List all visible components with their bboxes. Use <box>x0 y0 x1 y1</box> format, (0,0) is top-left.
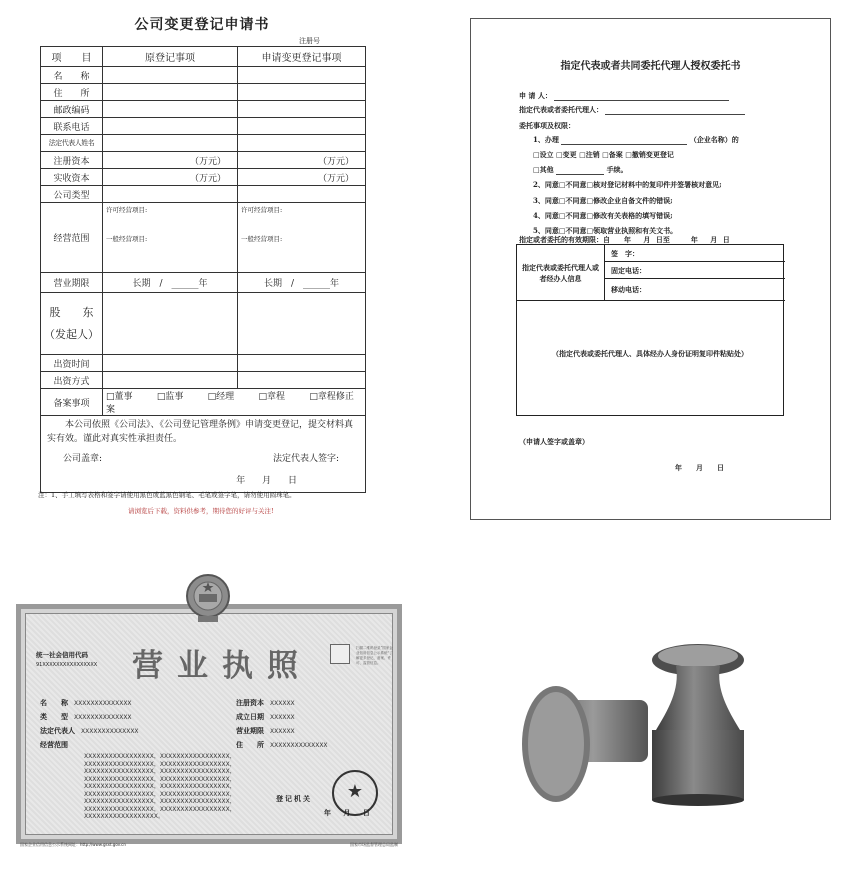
cell <box>238 169 366 186</box>
row-label-legal-rep: 法定代表人姓名 <box>41 135 103 152</box>
name-label: 名 称 <box>40 699 68 707</box>
license-legal-rep <box>40 726 139 736</box>
type-label: 类 型 <box>40 713 68 721</box>
declaration-cell <box>41 416 366 493</box>
applicant-line <box>519 91 729 101</box>
download-note: 请浏览后下载，资料供参考，期待您的好评与关注! <box>128 507 274 515</box>
filing-options <box>103 389 366 416</box>
option-articles-amendment[interactable]: □章程修正案 <box>106 392 354 415</box>
scope-line: XXXXXXXXXXXXXXXXX，XXXXXXXXXXXXXXXXX， <box>84 805 236 813</box>
term-change: 长期 / ______年 <box>238 273 366 293</box>
license-capital <box>236 698 295 708</box>
license-address <box>236 740 328 750</box>
license-date <box>236 712 295 722</box>
licensed-items-label: 许可经营项目: <box>241 206 283 214</box>
company-stamps-image <box>508 640 808 810</box>
option-supervisor[interactable]: □监事 <box>156 392 184 402</box>
item4[interactable]: 4、同意□不同意□修改有关表格的填写错误; <box>533 211 673 220</box>
item2[interactable]: 2、同意□不同意□核对登记材料中的复印件并签署核对意见; <box>533 180 722 189</box>
scope-line: XXXXXXXXXXXXXXXXX，XXXXXXXXXXXXXXXXX， <box>84 783 236 790</box>
form-title: 指定代表或者共同委托代理人授权委托书 <box>560 61 741 72</box>
header-change: 申请变更登记事项 <box>238 47 366 67</box>
item5[interactable]: 5、同意□不同意□领取营业执照和有关文书。 <box>533 226 678 235</box>
license-title: 营业执照 <box>132 648 312 684</box>
cell <box>103 355 238 372</box>
footer-supervisor: 国家市场监督管理总局监制 <box>350 842 398 847</box>
license-term <box>236 726 295 736</box>
cell <box>238 135 366 152</box>
applicant-date: 年 月 日 <box>675 463 724 472</box>
general-items-label: 一般经营项目: <box>241 235 283 243</box>
legal-rep-value: XXXXXXXXXXXXXX <box>81 728 139 735</box>
form-title: 公司变更登记申请书 <box>134 17 270 33</box>
unit-label: （万元） <box>317 173 354 184</box>
cell <box>103 169 238 186</box>
scope-line: XXXXXXXXXXXXXXXXX，XXXXXXXXXXXXXXXXX， <box>84 790 236 798</box>
cell <box>238 293 366 355</box>
unit-label: （万元） <box>189 173 226 184</box>
item3[interactable]: 3、同意□不同意□修改企业自备文件的错误; <box>533 196 673 205</box>
cell <box>238 152 366 169</box>
license-scope-label: 经营范围 <box>40 741 68 749</box>
cell <box>238 84 366 101</box>
mobile-phone-field[interactable]: 移动电话： <box>605 279 785 301</box>
agent-info-label: 指定代表或委托代理人或者经办人信息 <box>517 245 605 301</box>
row-label-name: 名 称 <box>41 67 103 84</box>
registration-table <box>40 46 366 493</box>
term-value: XXXXXX <box>270 728 295 735</box>
row-label-company-type: 公司类型 <box>41 186 103 203</box>
company-seal-label: 公司盖章: <box>63 454 103 464</box>
header-item: 项 目 <box>41 47 103 67</box>
name-value: XXXXXXXXXXXXXX <box>74 700 132 707</box>
item1-other-suffix: 手续。 <box>606 165 628 174</box>
authority-scope-label: 委托事项及权限： <box>519 121 575 130</box>
term-label: 营业期限 <box>236 727 264 735</box>
cell <box>103 101 238 118</box>
ucc-label: 统一社会信用代码 <box>36 651 88 659</box>
validity-line: 指定或者委托的有效期限：自 年 月 日至 年 月 日 <box>519 235 730 244</box>
item1-line <box>533 135 739 145</box>
company-name-underline[interactable] <box>561 137 687 145</box>
lying-stamp-icon <box>522 686 648 802</box>
declaration-date: 年 月 日 <box>236 476 297 486</box>
cell <box>238 118 366 135</box>
shareholder-label: 股 东 <box>49 305 94 319</box>
cell <box>103 135 238 152</box>
legal-rep-sign-label: 法定代表人签字: <box>272 454 339 464</box>
license-issue-date: 年 月 日 <box>324 809 370 817</box>
star-icon: ★ <box>346 781 364 802</box>
scope-line: XXXXXXXXXXXXXXXXX，XXXXXXXXXXXXXXXXX， <box>84 760 236 768</box>
capital-value: XXXXXX <box>270 700 295 707</box>
cell <box>103 84 238 101</box>
cell <box>238 355 366 372</box>
cell <box>238 67 366 84</box>
scope-line: XXXXXXXXXXXXXXXXX，XXXXXXXXXXXXXXXXX， <box>84 768 236 775</box>
signature-field[interactable]: 签 字： <box>605 245 785 262</box>
designated-label: 指定代表或者委托代理人： <box>519 105 603 114</box>
designated-underline[interactable] <box>605 107 745 115</box>
business-license <box>14 568 404 850</box>
scope-line: XXXXXXXXXXXXXXXXX，XXXXXXXXXXXXXXXXX， <box>84 798 236 805</box>
ucc-value: 91XXXXXXXXXXXXXXXX <box>36 662 98 668</box>
license-type <box>40 712 132 722</box>
footnote: 注：1、手工填写表格和签字请使用黑色或蓝黑色钢笔、毛笔或签字笔，请勿使用圆珠笔。 <box>38 491 296 499</box>
general-items-label: 一般经营项目: <box>106 235 148 243</box>
national-emblem-icon <box>184 572 232 626</box>
header-original: 原登记事项 <box>103 47 238 67</box>
date-label: 成立日期 <box>236 713 264 721</box>
capital-label: 注册资本 <box>236 699 264 707</box>
cell <box>103 118 238 135</box>
registration-number-label: 注册号 <box>299 37 320 45</box>
registration-authority: 登记机关 <box>276 795 312 803</box>
cell <box>103 186 238 203</box>
cell <box>238 203 366 273</box>
row-label-postcode: 邮政编码 <box>41 101 103 118</box>
id-paste-note: （指定代表或委托代理人、具体经办人身份证明复印件粘贴处） <box>552 349 748 358</box>
cell <box>103 203 238 273</box>
cell <box>238 101 366 118</box>
unit-label: （万元） <box>317 156 354 167</box>
scope-line: XXXXXXXXXXXXXXXXX，XXXXXXXXXXXXXXXXX， <box>84 775 236 783</box>
cell <box>103 372 238 389</box>
applicant-sign-label: （申请人签字或盖章） <box>519 437 589 446</box>
license-name <box>40 698 132 708</box>
founder-label: （发起人） <box>44 327 99 341</box>
row-label-business-scope: 经营范围 <box>41 203 103 273</box>
term-original: 长期 / ______年 <box>103 273 238 293</box>
company-change-registration-form <box>36 14 368 524</box>
type-value: XXXXXXXXXXXXXX <box>74 714 132 721</box>
row-label-shareholder <box>41 293 103 355</box>
option-articles[interactable]: □章程 <box>258 392 285 402</box>
cell <box>238 186 366 203</box>
applicant-label: 申 请 人： <box>519 91 552 100</box>
other-underline[interactable] <box>556 167 604 175</box>
unified-credit-code <box>36 650 97 668</box>
standing-stamp-icon <box>652 644 744 806</box>
scope-line: XXXXXXXXXXXXXXXXX，XXXXXXXXXXXXXXXXX， <box>84 753 236 760</box>
licensed-items-label: 许可经营项目: <box>106 206 148 214</box>
designated-line <box>519 105 745 115</box>
cell <box>238 372 366 389</box>
row-label-term: 营业期限 <box>41 273 103 293</box>
scope-line: XXXXXXXXXXXXXXXXXX。 <box>84 813 164 820</box>
item1-other[interactable]: □其他 <box>533 165 554 174</box>
unit-label: （万元） <box>189 156 226 167</box>
address-label: 住 所 <box>236 741 264 749</box>
power-of-attorney-form <box>470 18 831 520</box>
item1-prefix: 1、办理 <box>533 135 559 144</box>
applicant-underline[interactable] <box>554 93 729 101</box>
qr-note: 扫描二维码登录“国家企业信用信息公示系统”了解更多登记、备案、许可、监管信息。 <box>356 646 393 665</box>
row-label-registered-capital: 注册资本 <box>41 152 103 169</box>
row-label-phone: 联系电话 <box>41 118 103 135</box>
option-manager[interactable]: □经理 <box>207 392 235 402</box>
item1-options[interactable]: □设立 □变更 □注销 □备案 □撤销变更登记 <box>533 150 674 159</box>
declaration-text: 本公司依照《公司法》、《公司登记管理条例》申请变更登记，提交材料真实有效。谨此对真实性承担责任。 <box>47 420 354 444</box>
fixed-phone-field[interactable]: 固定电话： <box>605 262 785 279</box>
row-label-filing: 备案事项 <box>41 389 103 416</box>
scope-text <box>84 753 236 821</box>
date-value: XXXXXX <box>270 714 295 721</box>
item1-suffix: （企业名称）的 <box>689 135 739 144</box>
footer-website: 国家企业信用信息公示系统网址：http://www.gsxt.gov.cn <box>20 842 126 847</box>
row-label-address: 住 所 <box>41 84 103 101</box>
row-label-contribution-time: 出资时间 <box>41 355 103 372</box>
cell <box>103 152 238 169</box>
option-director[interactable]: □董事 <box>106 392 133 402</box>
cell <box>103 293 238 355</box>
qr-code-icon <box>330 644 350 664</box>
legal-rep-label: 法定代表人 <box>40 727 75 735</box>
address-value: XXXXXXXXXXXXXX <box>270 742 328 749</box>
row-label-contribution-method: 出资方式 <box>41 372 103 389</box>
item1-other-line <box>533 165 628 175</box>
cell <box>103 67 238 84</box>
row-label-paid-capital: 实收资本 <box>41 169 103 186</box>
agent-info-box <box>516 244 784 416</box>
